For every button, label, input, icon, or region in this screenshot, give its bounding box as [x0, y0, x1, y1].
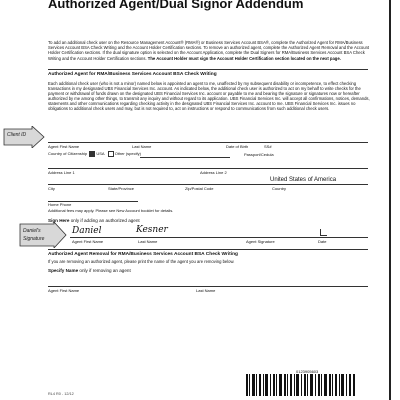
- home-phone-label: Home Phone: [48, 202, 72, 207]
- sign-here-label: Sign Here: [48, 218, 70, 223]
- address-line1-label: Address Line 1: [48, 170, 75, 175]
- passport-label: Passport/Cedula: [244, 152, 274, 157]
- sig-first-name-label: Agent First Name: [72, 239, 104, 244]
- page-edge: [389, 0, 391, 400]
- date-mark: [320, 229, 327, 236]
- intro-paragraph: [48, 40, 370, 61]
- other-label: Other (specify): [114, 151, 141, 157]
- other-checkbox[interactable]: [108, 151, 114, 157]
- signature-line: [70, 237, 368, 238]
- arrow-annotation-client-id: [2, 126, 46, 148]
- city-label: City: [48, 186, 55, 191]
- specify-name-note: only if removing an agent: [78, 268, 131, 273]
- other-specify-line: [140, 157, 230, 158]
- specify-name-row: [48, 268, 131, 273]
- sig-last-name-label: Last Name: [138, 239, 158, 244]
- handwritten-first-name: Daniel: [72, 226, 102, 236]
- address-line-rule: [48, 168, 368, 169]
- section2-heading: Authorized Agent Removal for RMA/Business Services Account BSA Check Writing: [48, 252, 238, 257]
- handwritten-last-name: Kesner: [136, 225, 168, 235]
- removal-first-name-label: Agent First Name: [48, 288, 80, 293]
- arrow2-text: Daniel's: [23, 228, 41, 234]
- section1-top-rule: [48, 69, 368, 70]
- intro-bold-text: The Account Holder must sign the Account Holder Certification section located on the next page.: [147, 55, 341, 61]
- agent-name-line: [48, 142, 368, 143]
- last-name-label: Last Name: [132, 144, 152, 149]
- citizenship-row: [48, 151, 141, 157]
- address-line2-label: Address Line 2: [200, 170, 227, 175]
- sign-here-note: only if adding an authorized agent: [69, 218, 140, 223]
- section2-top-rule: [48, 249, 368, 250]
- ssn-label: SS#: [264, 144, 272, 149]
- barcode-number: 0123905603: [296, 369, 319, 374]
- svg-text:Signature: Signature: [23, 236, 45, 242]
- usa-label: USA: [96, 151, 105, 157]
- footer-code: RL4 R0 - 12/12: [48, 392, 74, 396]
- agent-first-name-label: Agent First Name: [48, 144, 80, 149]
- removal-name-line: [48, 286, 368, 287]
- country-label: Country: [272, 186, 287, 191]
- state-label: State/Province: [108, 186, 135, 191]
- dob-label: Date of Birth: [226, 144, 249, 149]
- arrow1-text: Client ID: [7, 132, 27, 138]
- specify-name-label: Specify Name: [48, 268, 79, 273]
- agent-signature-label: Agent Signature: [246, 239, 275, 244]
- fees-note: Additional fees may apply. Please see New Account booklet for details.: [48, 208, 174, 213]
- section1-heading: Authorized Agent for RMA/Business Services Account BSA Check Writing: [48, 72, 217, 77]
- country-value: United States of America: [270, 177, 337, 183]
- zip-label: Zip/Postal Code: [185, 186, 214, 191]
- city-line-rule: [48, 184, 368, 185]
- arrow-annotation-signature: [18, 222, 68, 248]
- intro-text: To add an additional check user on the Resource Management Account® (RMA®) or Business Services Account BSA®, complete the Authorized Agent for RMA/Business Services Account BSA Check Writing and the Account Holder Certification sections. To remove an authorized agent, complete the Authorized Agent Removal and the Account Holder Certification sections. If the dual signature option is selected on the Account Application, complete the Dual Signers for RMA/Business Services Account BSA Check Writing and the Account Holder Certification sections.: [48, 40, 370, 61]
- barcode-image: [246, 374, 356, 396]
- section1-body: Each additional check user (who is not a minor) named below is appointed an agent to me, unaffected by my subsequent disability or incompetence, to effect checking transactions in my designated UBS Financial Services Inc. account. As indicated below, the additional check user is authorized to act on my behalf to write checks for the payment or withdrawal of funds drawn on the designated UBS Financial Services Inc. account or payable to me and bearing the signature or signatures now or hereafter authorized by me among other things, to transmit any inquiry and without regard to its application. UBS Financial Services Inc. will accept all confirmations, notices, demands, statements and other communications regarding checking activity in the designated UBS Financial Services Inc. account to me. UBS Financial Services Inc. issues no obligations to additional check users and may, but is not required to, act on instructions or respond to communications from such additional check users.: [48, 81, 370, 112]
- section2-body: If you are removing an authorized agent, please print the name of the agent you are removing below.: [48, 259, 235, 264]
- removal-last-name-label: Last Name: [196, 288, 216, 293]
- date-label: Date: [318, 239, 327, 244]
- document-title: Authorized Agent/Dual Signor Addendum: [48, 0, 304, 11]
- citizenship-label: Country of Citizenship: [48, 151, 88, 157]
- usa-checkbox[interactable]: [89, 151, 95, 157]
